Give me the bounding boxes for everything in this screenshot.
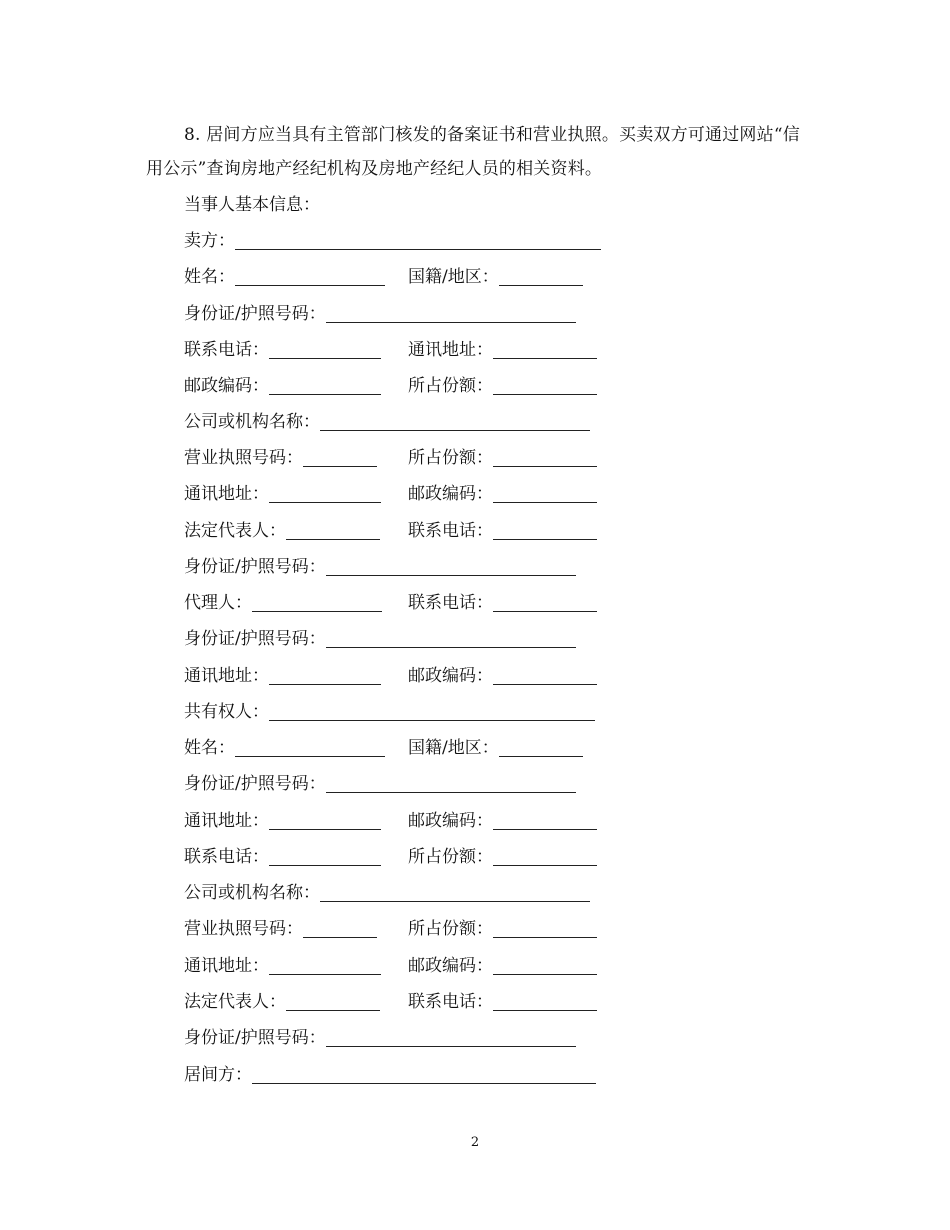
co-owner-legal-rep-blank [286,992,380,1011]
seller-company-share-field [408,446,597,470]
seller-legal-rep-row [184,519,493,543]
co-owner-company-address-label: 通讯地址： [184,956,269,976]
co-owner-nationality-field [408,736,583,760]
seller-nationality-blank [499,267,583,286]
seller-company-address-blank [269,484,381,503]
seller-license-blank [303,448,377,467]
seller-label: 卖方： [184,231,235,251]
seller-legal-rep-id-blank [326,557,576,576]
seller-agent-address-blank [269,666,381,685]
co-owner-share-blank [493,847,597,866]
seller-address-field [408,338,597,362]
section-title-text: 当事人基本信息： [184,195,320,215]
seller-agent-postal-label: 邮政编码： [408,666,493,686]
seller-license-label: 营业执照号码： [184,448,303,468]
seller-company-postal-field [408,482,597,506]
seller-agent-phone-label: 联系电话： [408,593,493,613]
co-owner-company-share-blank [493,919,597,938]
seller-row [184,229,601,253]
co-owner-address-label: 通讯地址： [184,811,269,831]
co-owner-postal-field [408,809,597,833]
co-owner-company-blank [320,883,590,902]
co-owner-legal-rep-id-blank [326,1028,576,1047]
seller-phone-label: 联系电话： [184,340,269,360]
co-owner-name-blank [235,738,385,757]
co-owner-license-row [184,917,493,941]
co-owner-license-blank [303,919,377,938]
co-owner-nationality-blank [499,738,583,757]
seller-agent-id-label: 身份证/护照号码： [184,629,326,649]
seller-agent-address-row [184,664,493,688]
seller-nationality-label: 国籍/地区： [408,267,499,287]
co-owner-company-postal-field [408,954,597,978]
co-owner-share-field [408,845,597,869]
seller-company-share-label: 所占份额： [408,448,493,468]
seller-name-row [184,265,499,289]
seller-agent-phone-field [408,591,597,615]
seller-address-label: 通讯地址： [408,340,493,360]
page-number: 2 [470,1135,480,1150]
co-owner-address-blank [269,811,381,830]
co-owner-legal-rep-row [184,990,493,1014]
co-owner-company-share-field [408,917,597,941]
seller-share-label: 所占份额： [408,376,493,396]
seller-legal-rep-phone-blank [493,521,597,540]
seller-phone-blank [269,340,381,359]
co-owner-legal-rep-phone-blank [493,992,597,1011]
co-owner-blank [269,702,595,721]
seller-company-share-blank [493,448,597,467]
seller-share-blank [493,376,597,395]
co-owner-nationality-label: 国籍/地区： [408,738,499,758]
co-owner-company-row [184,881,590,905]
co-owner-id-blank [326,774,576,793]
seller-agent-row [184,591,493,615]
seller-company-label: 公司或机构名称： [184,412,320,432]
seller-name-blank [235,267,385,286]
seller-address-blank [493,340,597,359]
co-owner-id-row [184,772,576,796]
seller-share-field [408,374,597,398]
seller-legal-rep-blank [286,521,380,540]
seller-company-postal-blank [493,484,597,503]
co-owner-legal-rep-id-row [184,1026,576,1050]
seller-postal-label: 邮政编码： [184,376,269,396]
co-owner-row [184,700,595,724]
seller-license-row [184,446,493,470]
co-owner-postal-blank [493,811,597,830]
seller-agent-blank [252,593,382,612]
seller-agent-address-label: 通讯地址： [184,666,269,686]
co-owner-company-address-row [184,954,493,978]
co-owner-id-label: 身份证/护照号码： [184,774,326,794]
seller-id-blank [326,304,576,323]
clause-8-paragraph: 8. 居间方应当具有主管部门核发的备案证书和营业执照。买卖双方可通过网站“信用公示”查询房地产经纪机构及房地产经纪人员的相关资料。 [146,125,800,179]
seller-company-row [184,410,590,434]
co-owner-company-postal-blank [493,956,597,975]
co-owner-license-label: 营业执照号码： [184,919,303,939]
seller-company-address-row [184,482,493,506]
co-owner-legal-rep-phone-label: 联系电话： [408,992,493,1012]
co-owner-company-label: 公司或机构名称： [184,883,320,903]
co-owner-legal-rep-label: 法定代表人： [184,992,286,1012]
seller-legal-rep-phone-label: 联系电话： [408,521,493,541]
seller-blank-line [235,231,601,250]
seller-agent-id-blank [326,629,576,648]
seller-nationality-field [408,265,583,289]
seller-id-row [184,302,576,326]
co-owner-company-postal-label: 邮政编码： [408,956,493,976]
intermediary-label: 居间方： [184,1065,252,1085]
co-owner-company-address-blank [269,956,381,975]
co-owner-label: 共有权人： [184,702,269,722]
co-owner-phone-row [184,845,493,869]
co-owner-phone-blank [269,847,381,866]
co-owner-name-label: 姓名： [184,738,235,758]
co-owner-name-row [184,736,499,760]
co-owner-address-row [184,809,493,833]
seller-agent-label: 代理人： [184,593,252,613]
co-owner-phone-label: 联系电话： [184,847,269,867]
section-title [184,193,320,217]
seller-postal-blank [269,376,381,395]
co-owner-company-share-label: 所占份额： [408,919,493,939]
seller-company-blank [320,412,590,431]
seller-legal-rep-id-label: 身份证/护照号码： [184,557,326,577]
seller-legal-rep-phone-field [408,519,597,543]
co-owner-share-label: 所占份额： [408,847,493,867]
seller-agent-postal-blank [493,666,597,685]
seller-legal-rep-label: 法定代表人： [184,521,286,541]
intermediary-blank [252,1065,596,1084]
seller-company-postal-label: 邮政编码： [408,484,493,504]
co-owner-legal-rep-id-label: 身份证/护照号码： [184,1028,326,1048]
co-owner-postal-label: 邮政编码： [408,811,493,831]
seller-name-label: 姓名： [184,267,235,287]
seller-agent-postal-field [408,664,597,688]
co-owner-legal-rep-phone-field [408,990,597,1014]
seller-company-address-label: 通讯地址： [184,484,269,504]
seller-agent-id-row [184,627,576,651]
intermediary-row [184,1063,596,1087]
seller-legal-rep-id-row [184,555,576,579]
seller-agent-phone-blank [493,593,597,612]
seller-contact-row [184,338,493,362]
seller-id-label: 身份证/护照号码： [184,304,326,324]
seller-postal-row [184,374,493,398]
